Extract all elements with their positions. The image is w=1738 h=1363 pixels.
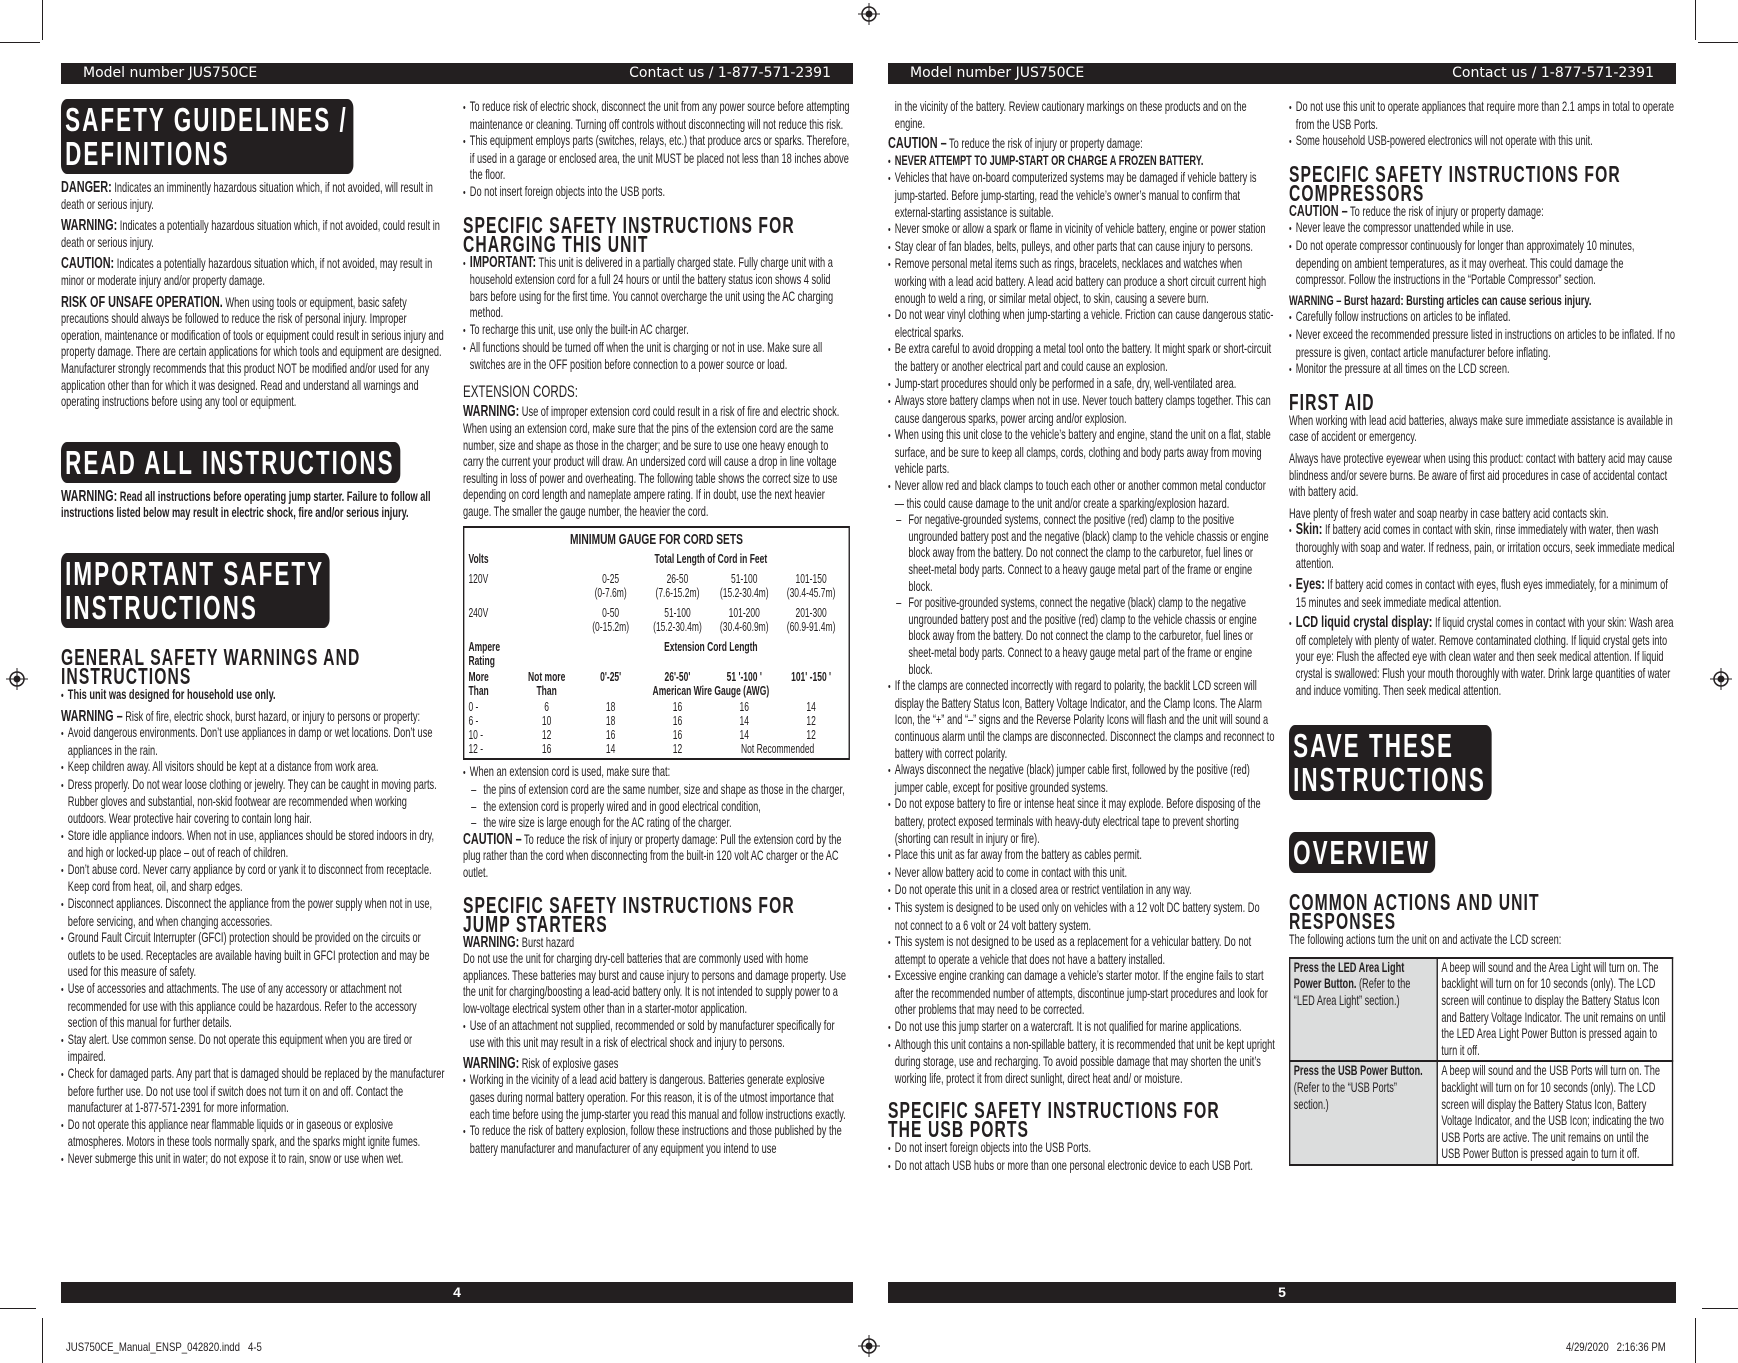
gauge-row (468, 606, 844, 634)
text: This equipment employs parts (switches, relays, etc.) that produce arcs or sparks. Therefore, if used in a garage or enclosed area, the unit MUST be placed not less than 18 inches above the floor. (469, 133, 850, 183)
text: Do not use the unit for charging dry-cell batteries that are commonly used with home appliances. These batteries may burst and cause injury to persons and damage property. Use the unit for charging/boosting a lead-acid battery only. It is not intended to supply power to a low-voltage electrical system other than in a starter-motor application. (463, 951, 846, 1016)
ampere-label: Ampere Rating (468, 640, 501, 669)
text: Stay alert. Use common sense. Do not operate this equipment when you are tired or impaired. (67, 1031, 413, 1065)
text: Jump-start procedures should only be performed in a safe, dry, well-ventilated area. (894, 375, 1237, 391)
page-number: 4 (453, 1284, 461, 1300)
spacer (516, 552, 577, 566)
section-banner: IMPORTANT SAFETY INSTRUCTIONS (61, 553, 330, 628)
spacer (516, 606, 577, 634)
text: Never allow battery acid to come in contact with this unit. (894, 864, 1128, 880)
paragraph (61, 256, 448, 289)
text: Do not attach USB hubs or more than one personal electronic device to each USB Port. (894, 1158, 1253, 1174)
paragraph (463, 935, 850, 952)
text: When using tools or equipment, basic safety precautions should always be followed to reduce the risk of personal injury. Improper operation, maintenance or modification of tools or equipment could result in serious injury and property damage. There are certain applications for which tools and equipment are designed. Manufacturer strongly recommends that this product NOT be modified and/or used for any application other than for which it was designed. Read and understand all warnings and operating instructions before using any tool or equipment. (61, 294, 444, 410)
text: This system is designed to be used only on vehicles with a 12 volt DC battery system. Do not connect to a 6 volt or 24 volt battery system. (894, 899, 1260, 933)
length-value: 51-100 (15.2-30.4m) (719, 572, 769, 601)
gauge-row (468, 640, 844, 668)
text: To reduce the risk of injury or property damage: Pull the extension cord by the plug rather than the cord when disconnecting from the built-in 120 volt AC charger or the AC outlet. (463, 831, 842, 881)
paragraph (463, 951, 850, 1017)
text: the wire size is large enough for the AC rating of the charger. (483, 815, 732, 831)
paragraph (61, 180, 448, 213)
crop-mark (1702, 1308, 1738, 1309)
spacer (516, 640, 577, 668)
more-than-label: More Than (468, 670, 489, 699)
list-item (463, 1018, 850, 1052)
awg-value: 18 (605, 700, 616, 715)
amp-from: 10 - (468, 728, 484, 743)
text: Do not insert foreign objects into the USB Ports. (894, 1140, 1092, 1156)
text: To reduce risk of electric shock, disconnect the unit from any power source before attempting maintenance or cleaning. Turning off controls without disconnecting will not reduce this risk. (469, 99, 850, 132)
list-item (888, 882, 1275, 900)
list-item (1289, 220, 1676, 238)
list-item (888, 221, 1275, 239)
list-item (888, 900, 1275, 934)
length-value: 26-50 (7.6-15.2m) (655, 572, 700, 601)
text: Indicates a potentially hazardous situation which, if not avoided, could result in death or serious injury. (61, 218, 440, 250)
length-value: 0-50 (0-15.2m) (592, 606, 630, 635)
list-item (1289, 522, 1676, 573)
amp-to: 6 (544, 700, 549, 715)
slug-filename: JUS750CE_Manual_ENSP_042820.indd 4-5 (66, 1340, 262, 1354)
paragraph (1289, 932, 1676, 949)
awg-value: 14 (739, 728, 749, 743)
registration-mark-icon (858, 3, 880, 25)
text: Place this unit as far away from the battery as cables permit. (894, 847, 1142, 863)
label-prefix: DANGER: (61, 179, 112, 196)
awg-value: 18 (605, 714, 616, 729)
list-item (1289, 327, 1676, 361)
text: Risk of explosive gases (519, 1055, 619, 1071)
action-note: (Refer to the “USB Ports” section.) (1293, 1079, 1398, 1112)
label-prefix: Eyes: (1295, 576, 1325, 594)
text: To recharge this unit, use only the built-in AC charger. (469, 321, 689, 337)
sub-list-item (463, 815, 850, 832)
paragraph (463, 832, 850, 882)
paragraph (463, 1056, 850, 1073)
action-note: (Refer to the “LED Area Light” section.) (1293, 976, 1411, 1008)
section-heading: FIRST AID (1289, 388, 1375, 415)
list-item (463, 1072, 850, 1123)
text: Burst hazard (519, 934, 575, 950)
label-prefix: LCD liquid crystal display: (1295, 614, 1433, 632)
text: Read all instructions before operating jump starter. Failure to follow all instructions listed below may result in electric shock, fire and/or serious injury. (61, 488, 431, 521)
paragraph (463, 404, 850, 520)
text: Working in the vicinity of a lead acid battery is dangerous. Batteries generate explosive gases during normal battery operation. For this reason, it is of the utmost importance that each time before using the jump-starter you read this manual and follow instructions exactly. (469, 1072, 846, 1122)
awg-value: 16 (672, 700, 683, 715)
spacer (516, 572, 577, 600)
list-item (463, 340, 850, 374)
text: Although this unit contains a non-spillable battery, it is recommended that unit be kept upright during storage, use and recharging. To avoid possible damage that may shorten the unit’s working life, protect it from direct sunlight, direct heat and/ or moisture. (894, 1036, 1275, 1086)
label-prefix: WARNING: (61, 487, 118, 505)
paragraph (1289, 204, 1676, 221)
text: To reduce the risk of injury or property damage: (1347, 203, 1544, 219)
text: Never exceed the recommended pressure listed in instructions on articles to be inflated. If no pressure is given, contact article manufacturer before inflating. (1295, 326, 1675, 360)
text: Have plenty of fresh water and soap nearby in case battery acid contacts skin. (1289, 505, 1609, 521)
column-page4-right (463, 99, 850, 1157)
list-item (1289, 238, 1676, 289)
list-item (888, 153, 1275, 171)
list-item (888, 678, 1275, 762)
text: All functions should be turned off when the unit is charging or not in use. Make sure all switches are in the OFF position before connection to a power source or load. (469, 339, 823, 373)
not-recommended-note: Not Recommended (741, 742, 815, 757)
list-item (463, 184, 850, 202)
gauge-row (468, 670, 844, 698)
text: When an extension cord is used, make sure that: (469, 764, 671, 780)
text: Store idle appliance indoors. When not in use, appliances should be stored indoors in dry, and high or locked-up place – out of reach of children. (67, 827, 435, 861)
crop-mark (0, 1308, 36, 1309)
text: Do not expose battery to fire or intense heat since it may explode. Before disposing of the battery, protect exposed terminals with heavy-duty electrical tape to prevent shorting (shorting can result in injury or fire). (894, 796, 1261, 846)
crop-mark (0, 42, 40, 43)
paragraph (1289, 506, 1676, 523)
not-more-than-label: Not more Than (527, 670, 566, 699)
text: Never leave the compressor unattended while in use. (1295, 220, 1514, 236)
awg-value: 16 (605, 728, 616, 743)
section-heading: SPECIFIC SAFETY INSTRUCTIONS FOR CHARGING THIS UNIT (463, 211, 795, 257)
header-bar-left (61, 63, 853, 84)
awg-value: 12 (806, 728, 816, 743)
text: Be extra careful to avoid dropping a metal tool onto the battery. It might spark or short-circuit the battery or another electrical part and could cause an explosion. (894, 341, 1272, 374)
text: Never allow red and black clamps to touch each other or another common metal conductor — this could cause damage to the unit and/or create a sparking/explosion hazard. (894, 478, 1266, 511)
contact-info: Contact us / 1-877-571-2391 (1452, 65, 1654, 81)
footer-bar-right (888, 1282, 1676, 1303)
volts-value: 120V (468, 572, 489, 587)
text: Keep children away. All visitors should be kept at a distance from work area. (67, 759, 379, 775)
text: Always disconnect the negative (black) jumper cable first, followed by the positive (red) jumper cable, except for positive grounded systems. (894, 762, 1250, 795)
slug-date: 4/29/2020 2:16:36 PM (1566, 1340, 1666, 1354)
text: Use of an attachment not supplied, recommended or sold by manufacturer specifically for use with this unit may result in a risk of electrical shock and injury to persons. (469, 1017, 835, 1051)
sub-list-item (888, 512, 1275, 595)
amp-to: 12 (541, 728, 552, 743)
section-banner: READ ALL INSTRUCTIONS (61, 442, 400, 483)
list-item (888, 865, 1275, 883)
text: the pins of extension cord are the same number, size and shape as those in the charger, (483, 782, 845, 798)
contact-info: Contact us / 1-877-571-2391 (629, 65, 831, 81)
label-prefix: RISK OF UNSAFE OPERATION. (61, 293, 223, 311)
section-heading: SPECIFIC SAFETY INSTRUCTIONS FOR THE USB PORTS (888, 1097, 1220, 1143)
length-value: 101-150 (30.4-45.7m) (786, 572, 836, 601)
list-item (888, 1140, 1275, 1158)
list-item (888, 1037, 1275, 1088)
gauge-row (468, 552, 844, 566)
list-item (463, 133, 850, 184)
paragraph (888, 136, 1275, 153)
list-item (888, 1158, 1275, 1176)
ext-lengths-group (577, 670, 844, 698)
awg-value: 12 (806, 714, 816, 729)
text: To reduce the risk of battery explosion, follow these instructions and those published by the battery manufacturer and manufacturer of any equipment you intend to use (469, 1123, 842, 1156)
list-item (888, 796, 1275, 847)
ext-length-value: 0'-25' (600, 670, 622, 685)
ext-length-value: 26'-50' (664, 670, 691, 685)
section-heading: SPECIFIC SAFETY INSTRUCTIONS FOR JUMP STARTERS (463, 891, 795, 937)
label-prefix: WARNING – (61, 707, 123, 725)
text: This system is not designed to be used as a replacement for a vehicular battery. Do not attempt to operate a vehicle that does not have a battery installed. (894, 934, 1252, 967)
list-item (888, 256, 1275, 307)
awg-value: 16 (739, 700, 749, 715)
sub-list-item (888, 595, 1275, 678)
sub-list-item (463, 799, 850, 816)
text: Some household USB-powered electronics will not operate with this unit. (1295, 133, 1593, 149)
list-item (888, 427, 1275, 478)
header-bar-right (888, 63, 1676, 84)
paragraph (1289, 413, 1676, 446)
gauge-row (468, 714, 844, 728)
list-item (888, 393, 1275, 427)
text: Monitor the pressure at all times on the LCD screen. (1295, 361, 1510, 377)
label-prefix: CAUTION – (1289, 202, 1348, 220)
gauge-row (468, 728, 844, 742)
list-item (463, 1123, 850, 1157)
list-item (888, 968, 1275, 1019)
label-prefix: WARNING: (463, 933, 520, 951)
text: WARNING – Burst hazard: Bursting articles can cause serious injury. (1289, 292, 1592, 308)
text: Do not operate compressor continuously for longer than approximately 10 minutes, depending on ambient temperatures, as it may overheat. This could damage the compressor. Follow the instructions in the “Portable Compressor” section. (1295, 237, 1635, 288)
list-item (61, 896, 448, 930)
text: Indicates a potentially hazardous situation which, if not avoided, may result in minor or moderate injury and/or property damage. (61, 256, 433, 288)
text: When working with lead acid batteries, always make sure immediate assistance is available in case of accident or emergency. (1289, 412, 1673, 445)
list-item (463, 322, 850, 340)
text: The following actions turn the unit on and activate the LCD screen: (1289, 932, 1562, 948)
actions-row (1290, 1061, 1673, 1165)
list-item (463, 255, 850, 322)
list-item (61, 981, 448, 1032)
text: Indicates an imminently hazardous situation which, if not avoided, will result in death or serious injury. (61, 180, 433, 212)
awg-value: 16 (672, 714, 683, 729)
text: For positive-grounded systems, connect the negative (black) clamp to the negative ungrounded battery post and the positive (red) clamp to the vehicle chassis or engine block away from the battery. Do not connect the clamp to the carburetor, fuel lines or sheet-metal body parts. Connect to a heavy gauge metal part of the frame or engine block. (908, 595, 1257, 677)
amp-to: 16 (541, 742, 552, 757)
text: Always have protective eyewear when using this product: contact with battery acid may cause blindness and/or severe burns. Be aware of first aid procedures in case of accidental contact with battery acid. (1289, 450, 1673, 500)
text: Do not use this unit to operate appliances that require more than 2.1 amps in total to operate from the USB Ports. (1295, 99, 1675, 132)
section-heading: COMMON ACTIONS AND UNIT RESPONSES (1289, 889, 1540, 935)
length-value: 0-25 (0-7.6m) (594, 572, 627, 601)
ext-length-value: 51 '-100 ' (726, 670, 762, 685)
text: For negative-grounded systems, connect the positive (red) clamp to the positive ungrounded battery post and the negative (black) clamp to the vehicle chassis or engine block away from the battery. Do not connect the clamp to the carburetor, fuel lines or sheet-metal body parts. Connect to a heavy gauge metal part of the frame or engine block. (908, 512, 1269, 594)
response-cell: A beep will sound and the USB Ports will turn on. The backlight will turn on for 10 seconds (only). The LCD screen will display the Battery Status Icon, Battery Voltage Indicator, and the USB Icon; indicating the two USB Ports are active. The unit remains on until the USB Power Button is pressed again to turn it off. (1437, 1061, 1672, 1165)
list-item (888, 478, 1275, 512)
paragraph (61, 489, 448, 522)
list-item (888, 934, 1275, 968)
list-item (888, 170, 1275, 221)
text: Use of improper extension cord could result in a risk of fire and electric shock. When using an extension cord, make sure that the pins of the extension cord are the same number, size and shape as those in the charger; and be sure to use one heavy enough to carry the current your product will draw. An undersized cord will cause a drop in line voltage resulting in loss of power and overheating. The following table shows the correct size to use depending on cord length and nameplate ampere rating. If in doubt, use the next heavier gauge. The smaller the gauge number, the heavier the cord. (463, 404, 840, 519)
ext-length-value: 101' -150 ' (791, 670, 832, 685)
text: This unit is delivered in a partially charged state. Fully charge unit with a household extension cord for a full 24 hours or until the battery status icon shows 4 solid bars before using for the first time. You cannot overcharge the unit using the AC charging method. (469, 254, 834, 321)
gauge-row (468, 742, 844, 756)
crop-mark (1698, 42, 1738, 43)
list-item (61, 930, 448, 981)
paragraph (61, 218, 448, 251)
text: Don’t abuse cord. Never carry appliance by cord or yank it to disconnect from receptacle. Keep cord from heat, oil, and sharp edges. (67, 861, 432, 895)
list-item (463, 764, 850, 782)
text: Disconnect appliances. Disconnect the appliance from the power supply when not in use, before servicing, and when changing accessories. (67, 896, 433, 929)
paragraph (1289, 293, 1676, 310)
list-item (463, 99, 850, 133)
amp-from: 0 - (468, 700, 479, 715)
volts-value: 240V (468, 606, 489, 621)
gauge-row (468, 572, 844, 600)
section-banner: SAVE THESE INSTRUCTIONS (1289, 725, 1491, 800)
list-item (61, 1032, 448, 1066)
gauge-table-title: MINIMUM GAUGE FOR CORD SETS (570, 531, 743, 549)
label-prefix: CAUTION: (61, 255, 115, 273)
response-cell: A beep will sound and the Area Light will turn on. The backlight will turn on for 10 seconds (only). The LCD screen will continue to display the Battery Status Icon and Battery Voltage Indicator. The unit remains on until the LED Area Light Power Button is pressed again to turn it off. (1437, 958, 1672, 1062)
text: This unit was designed for household use only. (67, 686, 276, 702)
section-banner: OVERVIEW (1289, 832, 1435, 873)
text: Check for damaged parts. Any part that is damaged should be replaced by the manufacturer before further use. Do not use tool if switch does not turn it on and off. Contact the manufacturer at 1-877-571-2391 for more information. (67, 1065, 445, 1116)
text: Do not use this jump starter on a watercraft. It is not qualified for marine applications. (894, 1019, 1242, 1035)
length-value: 51-100 (15.2-30.4m) (653, 606, 702, 635)
actions-table (1289, 957, 1673, 1166)
list-item (888, 847, 1275, 865)
list-item (61, 777, 448, 828)
text: Never smoke or allow a spark or flame in vicinity of vehicle battery, engine or power station (894, 221, 1266, 237)
list-item (61, 1066, 448, 1117)
section-banner: SAFETY GUIDELINES / DEFINITIONS (61, 99, 353, 174)
list-item (888, 1019, 1275, 1037)
action-cell (1290, 1061, 1438, 1165)
list-item (888, 307, 1275, 341)
actions-row (1290, 958, 1673, 1062)
paragraph (888, 99, 1275, 132)
text: Always store battery clamps when not in use. Never touch battery clamps together. This can cause dangerous sparks, power arcing and/or explosion. (894, 393, 1271, 426)
amp-from: 12 - (468, 742, 484, 757)
label-prefix: WARNING: (463, 403, 520, 421)
label-prefix: CAUTION – (888, 135, 947, 153)
column-page4-left (61, 99, 448, 1169)
label-prefix: WARNING: (61, 217, 118, 235)
awg-value: 16 (672, 728, 683, 743)
crop-mark (1695, 1318, 1696, 1363)
list-item (61, 862, 448, 896)
text: Use of accessories and attachments. The use of any accessory or attachment not recommended for use with this appliance could be hazardous. Refer to the accessory section of this manual for further details. (67, 981, 417, 1031)
list-item (61, 725, 448, 759)
list-item (1289, 133, 1676, 151)
text: Stay clear of fan blades, belts, pulleys, and other parts that can cause injury to persons. (894, 238, 1253, 254)
ext-length-label: Extension Cord Length (664, 640, 758, 655)
sub-list-item (463, 782, 850, 799)
column-page5-right (1289, 99, 1676, 1166)
text: Carefully follow instructions on articles to be inflated. (1295, 309, 1511, 325)
section-heading: GENERAL SAFETY WARNINGS AND INSTRUCTIONS (61, 643, 361, 689)
crop-mark (1695, 0, 1696, 40)
length-value: 101-200 (30.4-60.9m) (719, 606, 769, 635)
registration-mark-icon (1710, 668, 1732, 690)
list-item (1289, 361, 1676, 379)
awg-value: 14 (605, 742, 616, 757)
awg-value: 12 (672, 742, 683, 757)
total-length-label: Total Length of Cord in Feet (654, 552, 768, 567)
text: To reduce the risk of injury or property damage: (946, 136, 1143, 152)
list-item (1289, 577, 1676, 611)
text: NEVER ATTEMPT TO JUMP-START OR CHARGE A FROZEN BATTERY. (894, 152, 1204, 168)
list-item (888, 341, 1275, 375)
text: If battery acid comes in contact with eyes, flush eyes immediately, for a minimum of 15 minutes and seek immediate medical attention. (1295, 577, 1668, 610)
paragraph (1289, 451, 1676, 501)
text: Do not operate this unit in a closed area or restrict ventilation in any way. (894, 882, 1192, 898)
awg-value: 14 (806, 700, 816, 715)
registration-mark-icon (6, 668, 28, 690)
list-item (61, 759, 448, 777)
list-item (61, 1151, 448, 1169)
label-prefix: Skin: (1295, 521, 1323, 539)
model-number: Model number JUS750CE (910, 65, 1085, 81)
text: Do not operate this appliance near flammable liquids or in gaseous or explosive atmospheres. Motors in these tools normally spark, and the sparks might ignite fumes. (67, 1116, 421, 1150)
text: Remove personal metal items such as rings, bracelets, necklaces and watches when working with a lead acid battery. A lead acid battery can produce a short circuit current high enough to weld a ring, or similar metal object, to skin, causing a severe burn. (894, 256, 1267, 306)
gauge-table (463, 526, 850, 760)
footer-bar-left (61, 1282, 853, 1303)
text: Do not insert foreign objects into the USB ports. (469, 183, 666, 199)
registration-mark-icon (858, 1335, 880, 1357)
action-label: Press the LED Area Light Power Button. (1293, 959, 1405, 992)
list-item (61, 828, 448, 862)
label-prefix: WARNING: (463, 1054, 520, 1072)
text: Never submerge this unit in water; do not expose it to rain, snow or use when wet. (67, 1150, 404, 1166)
crop-mark (42, 1318, 43, 1363)
text: Do not wear vinyl clothing when jump-starting a vehicle. Friction can cause dangerous static-electrical sparks. (894, 307, 1274, 340)
amp-from: 6 - (468, 714, 479, 729)
text: When using this unit close to the vehicle’s battery and engine, stand the unit on a flat, stable surface, and be sure to keep all clamps, cords, clothing and body parts away from moving vehicle parts. (894, 427, 1271, 477)
text: Vehicles that have on-board computerized systems may be damaged if vehicle battery is jump-started. Before jump-starting, read the vehicle’s owner’s manual to confirm that external-starting assistance is suitable. (894, 170, 1257, 220)
text: Dress properly. Do not wear loose clothing or jewelry. They can be caught in moving parts. Rubber gloves and substantial, non-skid footwear are recommended when working outdoors. Wear protective hair covering to contain long hair. (67, 776, 437, 827)
text: in the vicinity of the battery. Review cautionary markings on these products and on the engine. (894, 99, 1247, 131)
label-prefix: CAUTION – (463, 830, 522, 848)
text: If battery acid comes in contact with skin, rinse immediately with water, then wash thoroughly with soap and water. If redness, pain, or irritation occurs, seek immediate medical attention. (1295, 522, 1675, 572)
volts-label: Volts (468, 552, 489, 567)
model-number: Model number JUS750CE (83, 65, 258, 81)
text: the extension cord is properly wired and in good electrical condition, (483, 798, 761, 814)
text: Ground Fault Circuit Interrupter (GFCI) protection should be provided on the circuits or outlets to be used. Receptacles are available having built in GFCI protection and may be used for this measure of safety. (67, 930, 430, 980)
awg-label: American Wire Gauge (AWG) (652, 684, 770, 699)
list-item (1289, 615, 1676, 699)
list-item (888, 239, 1275, 257)
section-heading: SPECIFIC SAFETY INSTRUCTIONS FOR COMPRESSORS (1289, 160, 1621, 206)
amp-to: 10 (541, 714, 552, 729)
action-label: Press the USB Power Button. (1293, 1063, 1423, 1079)
gauge-row (468, 700, 844, 714)
column-page5-left (888, 99, 1275, 1176)
label-prefix: IMPORTANT: (469, 253, 537, 271)
paragraph (61, 709, 448, 726)
list-item (888, 762, 1275, 796)
list-item (888, 376, 1275, 394)
list-item (61, 1117, 448, 1151)
crop-mark (42, 0, 43, 40)
list-item (1289, 99, 1676, 133)
text: Risk of fire, electric shock, burst hazard, or injury to persons or property: (122, 708, 421, 724)
list-item (61, 687, 448, 705)
text: If liquid crystal comes in contact with your skin: Wash area off completely with plenty of water. Remove contaminated clothing. If liquid crystal gets into your eye: Flush the affected eye with clean water and then seek medical attention. If liquid crystal is swallowed: Flush your mouth thoroughly with water. Drink large quantities of water and induce vomiting. Then seek medical attention. (1295, 615, 1674, 698)
list-item (1289, 309, 1676, 327)
awg-value: 14 (739, 714, 749, 729)
page-number: 5 (1278, 1284, 1286, 1300)
text: Excessive engine cranking can damage a vehicle’s starter motor. If the engine fails to start after the recommended number of attempts, discontinue jump-start procedures and look for other problems that may need to be corrected. (894, 968, 1268, 1018)
text: Avoid dangerous environments. Don’t use appliances in damp or wet locations. Don’t use appliances in the rain. (67, 725, 433, 758)
subsection-label: EXTENSION CORDS: (463, 381, 578, 401)
action-cell (1290, 958, 1438, 1062)
length-value: 201-300 (60.9-91.4m) (786, 606, 836, 635)
text: If the clamps are connected incorrectly with regard to polarity, the backlit LCD screen will display the Battery Status Icon, Battery Voltage Indicator, and the Clamp Icons. The Alarm Icon, the “+” and “–” signs and the Reverse Polarity Icons will flash and the unit will sound a continuous alarm until the clamps are disconnected. Disconnect the clamps and reconnect to battery with correct polarity. (894, 678, 1275, 761)
paragraph (61, 295, 448, 411)
